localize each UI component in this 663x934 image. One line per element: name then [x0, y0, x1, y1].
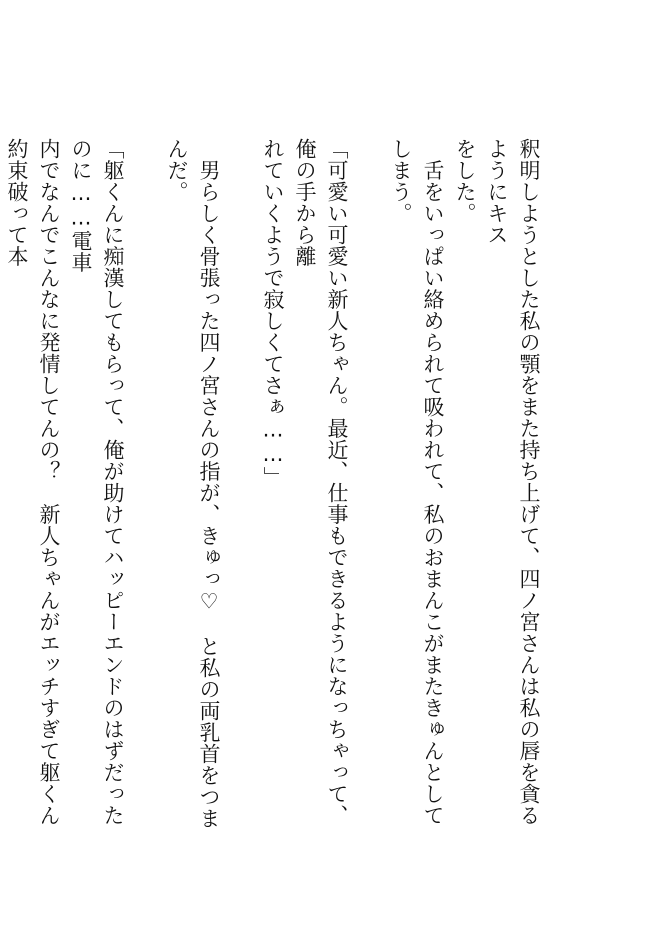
paragraph-gap [225, 138, 257, 843]
text-line: 内でなんでこんなに発情してんの？ 新人ちゃんがエッチすぎて躯くん約束破って本 [5, 138, 61, 826]
paragraph-gap [353, 138, 385, 843]
text-line: 男らしく骨張った四ノ宮さんの指が、きゅっ♡ と私の両乳首をつまんだ。 [165, 138, 221, 829]
text-line: 「躯くんに痴漢してもらって、俺が助けてハッピーエンドのはずだったのに……電車 [69, 138, 125, 826]
text-line: をした。 [453, 138, 477, 224]
text-line: 「可愛い可愛い新人ちゃん。最近、仕事もできるようになっちゃって、俺の手から離 [293, 138, 349, 826]
text-line: 釈明しようとした私の顎をまた持ち上げて、四ノ宮さんは私の唇を貪るようにキス [485, 138, 541, 826]
vertical-text-body [0, 138, 545, 843]
text-line: れていくようで寂しくてさぁ……」 [261, 138, 285, 488]
text-line [0, 138, 1, 843]
paragraph-gap [129, 138, 161, 843]
text-line: 舌をいっぱい絡められて吸われて、私のおまんこがまたきゅんとしてしまう。 [389, 138, 445, 826]
